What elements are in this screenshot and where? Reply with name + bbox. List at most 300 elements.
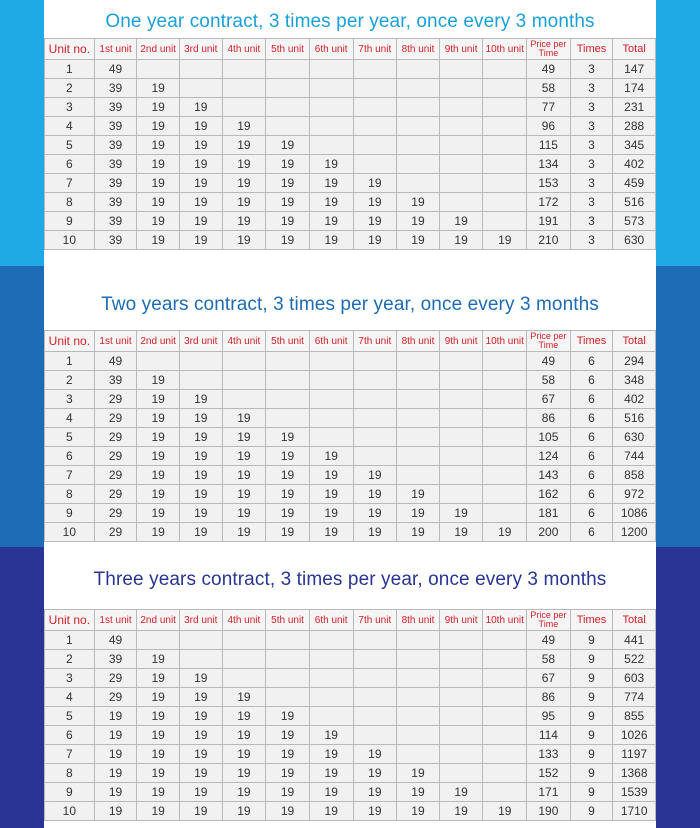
table-cell: 19 [483,231,527,250]
table-cell: 459 [613,174,656,193]
table-cell: 19 [309,485,353,504]
table-cell: 9 [570,802,613,821]
table-cell: 19 [266,447,310,466]
table-cell [439,371,483,390]
table-cell [483,447,527,466]
table-cell: 9 [570,707,613,726]
table-cell [439,174,483,193]
table-cell: 19 [353,802,397,821]
unit-number-cell: 8 [45,193,95,212]
table-cell: 19 [439,783,483,802]
table-cell: 19 [309,231,353,250]
table-cell: 19 [439,802,483,821]
table-cell: 39 [94,212,137,231]
table-row [45,231,656,250]
table-cell: 19 [222,783,266,802]
table-cell [309,707,353,726]
table-cell: 19 [137,409,180,428]
column-header: 8th unit [397,39,440,60]
table-cell [483,155,527,174]
unit-number-cell: 4 [45,688,95,707]
table-cell [397,669,440,688]
unit-number-cell: 8 [45,764,95,783]
table-cell: 19 [483,802,527,821]
table-cell: 19 [309,504,353,523]
table-cell: 19 [266,212,310,231]
table-cell: 6 [570,485,613,504]
column-header: 8th unit [397,610,440,631]
unit-number-cell: 7 [45,745,95,764]
unit-number-cell: 5 [45,428,95,447]
table-cell: 1026 [613,726,656,745]
pricing-table [44,330,656,542]
table-cell: 3 [570,136,613,155]
table-cell: 19 [266,485,310,504]
table-cell [483,371,527,390]
unit-number-cell: 10 [45,231,95,250]
column-header: Total [613,331,656,352]
column-header: Price per Time [527,331,571,352]
table-cell: 19 [222,726,266,745]
table-cell: 3 [570,231,613,250]
table-cell: 19 [309,726,353,745]
table-cell: 19 [222,523,266,542]
unit-number-cell: 6 [45,726,95,745]
table-cell: 191 [527,212,571,231]
table-cell [397,79,440,98]
table-cell: 29 [94,688,137,707]
table-cell: 19 [483,523,527,542]
table-cell: 29 [94,447,137,466]
table-cell: 67 [527,390,571,409]
table-cell [179,631,222,650]
table-cell: 19 [179,155,222,174]
table-cell: 3 [570,79,613,98]
table-cell [309,371,353,390]
table-cell [483,409,527,428]
table-row [45,802,656,821]
table-cell [483,193,527,212]
table-cell: 774 [613,688,656,707]
table-cell [222,631,266,650]
table-row [45,688,656,707]
table-cell: 19 [309,212,353,231]
table-cell: 19 [94,745,137,764]
table-cell [309,688,353,707]
table-cell: 39 [94,98,137,117]
table-cell: 181 [527,504,571,523]
table-cell [483,212,527,231]
header-row [45,610,656,631]
pricing-table [44,38,656,250]
table-cell: 19 [222,485,266,504]
table-cell: 1539 [613,783,656,802]
table-cell: 19 [94,802,137,821]
table-cell: 19 [137,98,180,117]
table-cell: 19 [179,726,222,745]
table-cell: 19 [353,466,397,485]
table-cell [397,98,440,117]
table-cell [439,409,483,428]
table-cell: 19 [222,117,266,136]
table-cell [309,669,353,688]
section-panel [44,547,656,828]
table-cell: 19 [266,174,310,193]
table-cell: 19 [179,447,222,466]
band-left [0,266,44,547]
unit-number-cell: 1 [45,60,95,79]
table-cell [353,669,397,688]
table-cell: 19 [397,231,440,250]
column-header: 2nd unit [137,39,180,60]
section-title: One year contract, 3 times per year, once every 3 months [105,11,595,32]
table-cell [353,117,397,136]
table-cell: 573 [613,212,656,231]
table-cell [439,764,483,783]
table-row [45,352,656,371]
table-cell: 972 [613,485,656,504]
table-cell: 516 [613,193,656,212]
table-cell: 19 [266,155,310,174]
table-cell: 152 [527,764,571,783]
table-cell [397,136,440,155]
table-cell: 19 [222,155,266,174]
header-row [45,331,656,352]
table-cell: 19 [94,764,137,783]
table-cell [483,669,527,688]
table-cell [483,428,527,447]
table-cell [397,155,440,174]
table-cell: 19 [309,193,353,212]
table-cell: 19 [222,764,266,783]
table-cell: 19 [397,485,440,504]
table-cell: 19 [397,802,440,821]
table-cell: 19 [137,726,180,745]
table-cell: 19 [179,231,222,250]
table-cell: 19 [137,117,180,136]
three-year-section [0,547,700,828]
table-cell [266,352,310,371]
table-cell [483,466,527,485]
table-cell [483,174,527,193]
band-left [0,547,44,828]
table-cell: 19 [179,98,222,117]
table-cell [353,371,397,390]
column-header: 1st unit [94,610,137,631]
table-cell: 19 [179,212,222,231]
table-cell [222,60,266,79]
table-cell: 19 [137,174,180,193]
table-cell: 1086 [613,504,656,523]
table-cell [439,466,483,485]
table-cell: 19 [353,504,397,523]
band-left [0,0,44,266]
table-cell: 348 [613,371,656,390]
table-cell: 19 [137,79,180,98]
table-cell [439,669,483,688]
table-cell [483,485,527,504]
table-cell [397,352,440,371]
table-cell: 105 [527,428,571,447]
table-cell: 6 [570,466,613,485]
table-cell [397,447,440,466]
table-cell [266,371,310,390]
column-header: Price per Time [527,39,571,60]
table-cell [353,707,397,726]
column-header: 10th unit [483,39,527,60]
table-cell: 19 [137,802,180,821]
table-cell: 19 [266,136,310,155]
table-cell [483,707,527,726]
table-cell: 29 [94,485,137,504]
table-cell: 402 [613,155,656,174]
table-cell: 19 [266,745,310,764]
table-row [45,193,656,212]
table-cell: 172 [527,193,571,212]
unit-number-cell: 1 [45,352,95,371]
table-row [45,650,656,669]
column-header: 9th unit [439,39,483,60]
table-row [45,447,656,466]
table-cell: 19 [353,485,397,504]
band-right [656,0,700,266]
table-cell [439,136,483,155]
unit-number-cell: 5 [45,707,95,726]
table-cell [439,631,483,650]
table-cell [179,371,222,390]
table-cell: 19 [179,802,222,821]
table-cell [353,79,397,98]
table-cell [309,60,353,79]
table-cell [397,631,440,650]
table-row [45,409,656,428]
one-year-section [0,0,700,266]
table-cell: 19 [179,688,222,707]
table-cell: 19 [179,117,222,136]
table-cell [397,688,440,707]
table-row [45,60,656,79]
column-header: 1st unit [94,331,137,352]
table-cell: 86 [527,409,571,428]
table-row [45,79,656,98]
table-cell: 29 [94,504,137,523]
table-cell [179,60,222,79]
table-cell: 19 [179,504,222,523]
table-cell [483,650,527,669]
table-cell [353,155,397,174]
column-header: 10th unit [483,331,527,352]
table-cell [353,650,397,669]
table-cell: 19 [179,523,222,542]
table-cell [266,650,310,669]
table-cell: 19 [222,447,266,466]
table-cell: 174 [613,79,656,98]
table-cell: 19 [137,707,180,726]
table-cell: 855 [613,707,656,726]
table-cell: 58 [527,79,571,98]
table-cell: 39 [94,79,137,98]
unit-number-cell: 9 [45,783,95,802]
table-cell [439,60,483,79]
table-cell [439,117,483,136]
table-cell: 58 [527,650,571,669]
unit-number-cell: 3 [45,98,95,117]
table-cell [483,783,527,802]
table-cell [353,428,397,447]
table-cell [483,79,527,98]
pricing-table [44,609,656,821]
unit-number-cell: 3 [45,390,95,409]
table-cell [439,428,483,447]
table-cell [353,688,397,707]
table-cell [353,390,397,409]
table-cell: 29 [94,466,137,485]
table-cell: 288 [613,117,656,136]
table-cell: 1710 [613,802,656,821]
table-cell: 19 [137,764,180,783]
table-cell: 77 [527,98,571,117]
table-cell: 19 [222,802,266,821]
table-cell: 9 [570,669,613,688]
table-cell: 603 [613,669,656,688]
table-cell: 96 [527,117,571,136]
table-cell [397,174,440,193]
table-cell: 19 [309,447,353,466]
table-cell [397,428,440,447]
unit-number-cell: 10 [45,802,95,821]
table-cell: 1368 [613,764,656,783]
table-cell [439,726,483,745]
table-row [45,390,656,409]
table-cell: 19 [439,212,483,231]
table-cell [439,352,483,371]
table-cell: 6 [570,447,613,466]
table-cell [309,409,353,428]
table-cell [483,688,527,707]
section-title: Two years contract, 3 times per year, once every 3 months [101,294,599,315]
table-cell [483,352,527,371]
table-cell [266,688,310,707]
table-cell: 19 [439,231,483,250]
column-header: 4th unit [222,331,266,352]
unit-number-cell: 5 [45,136,95,155]
section-panel [44,0,656,266]
table-row [45,764,656,783]
table-cell: 19 [179,193,222,212]
table-row [45,136,656,155]
table-cell: 49 [94,631,137,650]
unit-number-cell: 6 [45,155,95,174]
table-cell: 19 [137,193,180,212]
unit-number-cell: 4 [45,409,95,428]
table-cell: 19 [137,231,180,250]
table-cell: 19 [137,371,180,390]
table-cell: 19 [179,707,222,726]
table-cell [483,745,527,764]
table-cell: 9 [570,726,613,745]
table-cell [179,352,222,371]
table-cell [397,466,440,485]
table-cell: 190 [527,802,571,821]
table-cell [397,650,440,669]
table-cell [439,79,483,98]
table-cell: 19 [222,231,266,250]
table-cell: 58 [527,371,571,390]
table-cell: 19 [266,726,310,745]
table-cell: 6 [570,390,613,409]
table-cell: 49 [527,60,571,79]
table-cell: 19 [179,409,222,428]
table-cell [439,745,483,764]
table-cell [266,60,310,79]
table-cell: 210 [527,231,571,250]
table-cell: 1200 [613,523,656,542]
table-cell [397,745,440,764]
unit-number-cell: 6 [45,447,95,466]
table-row [45,117,656,136]
table-cell [397,371,440,390]
table-cell: 19 [309,155,353,174]
table-cell [266,117,310,136]
table-cell: 744 [613,447,656,466]
table-cell: 19 [137,688,180,707]
table-cell: 39 [94,231,137,250]
table-cell: 19 [353,193,397,212]
table-cell: 3 [570,212,613,231]
table-cell [397,60,440,79]
table-cell: 19 [266,707,310,726]
table-cell: 19 [397,504,440,523]
band-right [656,547,700,828]
column-header: 9th unit [439,610,483,631]
table-cell: 19 [353,783,397,802]
column-header: Times [570,331,613,352]
table-cell: 39 [94,155,137,174]
table-cell: 39 [94,650,137,669]
unit-number-cell: 10 [45,523,95,542]
table-cell [439,707,483,726]
table-row [45,371,656,390]
column-header: Unit no. [45,610,95,631]
table-cell: 49 [527,352,571,371]
table-cell: 19 [137,783,180,802]
table-cell: 19 [309,745,353,764]
table-cell [483,390,527,409]
table-cell: 115 [527,136,571,155]
table-cell: 19 [309,802,353,821]
table-cell [309,117,353,136]
unit-number-cell: 9 [45,504,95,523]
table-cell: 19 [309,523,353,542]
table-cell: 39 [94,117,137,136]
table-cell: 19 [266,783,310,802]
table-cell: 3 [570,193,613,212]
table-cell: 19 [179,174,222,193]
column-header: 3rd unit [179,39,222,60]
table-cell [222,79,266,98]
table-cell: 134 [527,155,571,174]
table-cell [483,117,527,136]
column-header: Times [570,610,613,631]
table-cell: 19 [266,523,310,542]
table-cell: 19 [137,745,180,764]
table-cell: 3 [570,117,613,136]
table-cell: 231 [613,98,656,117]
table-cell: 124 [527,447,571,466]
table-cell: 19 [266,428,310,447]
column-header: 7th unit [353,610,397,631]
table-cell: 19 [266,802,310,821]
